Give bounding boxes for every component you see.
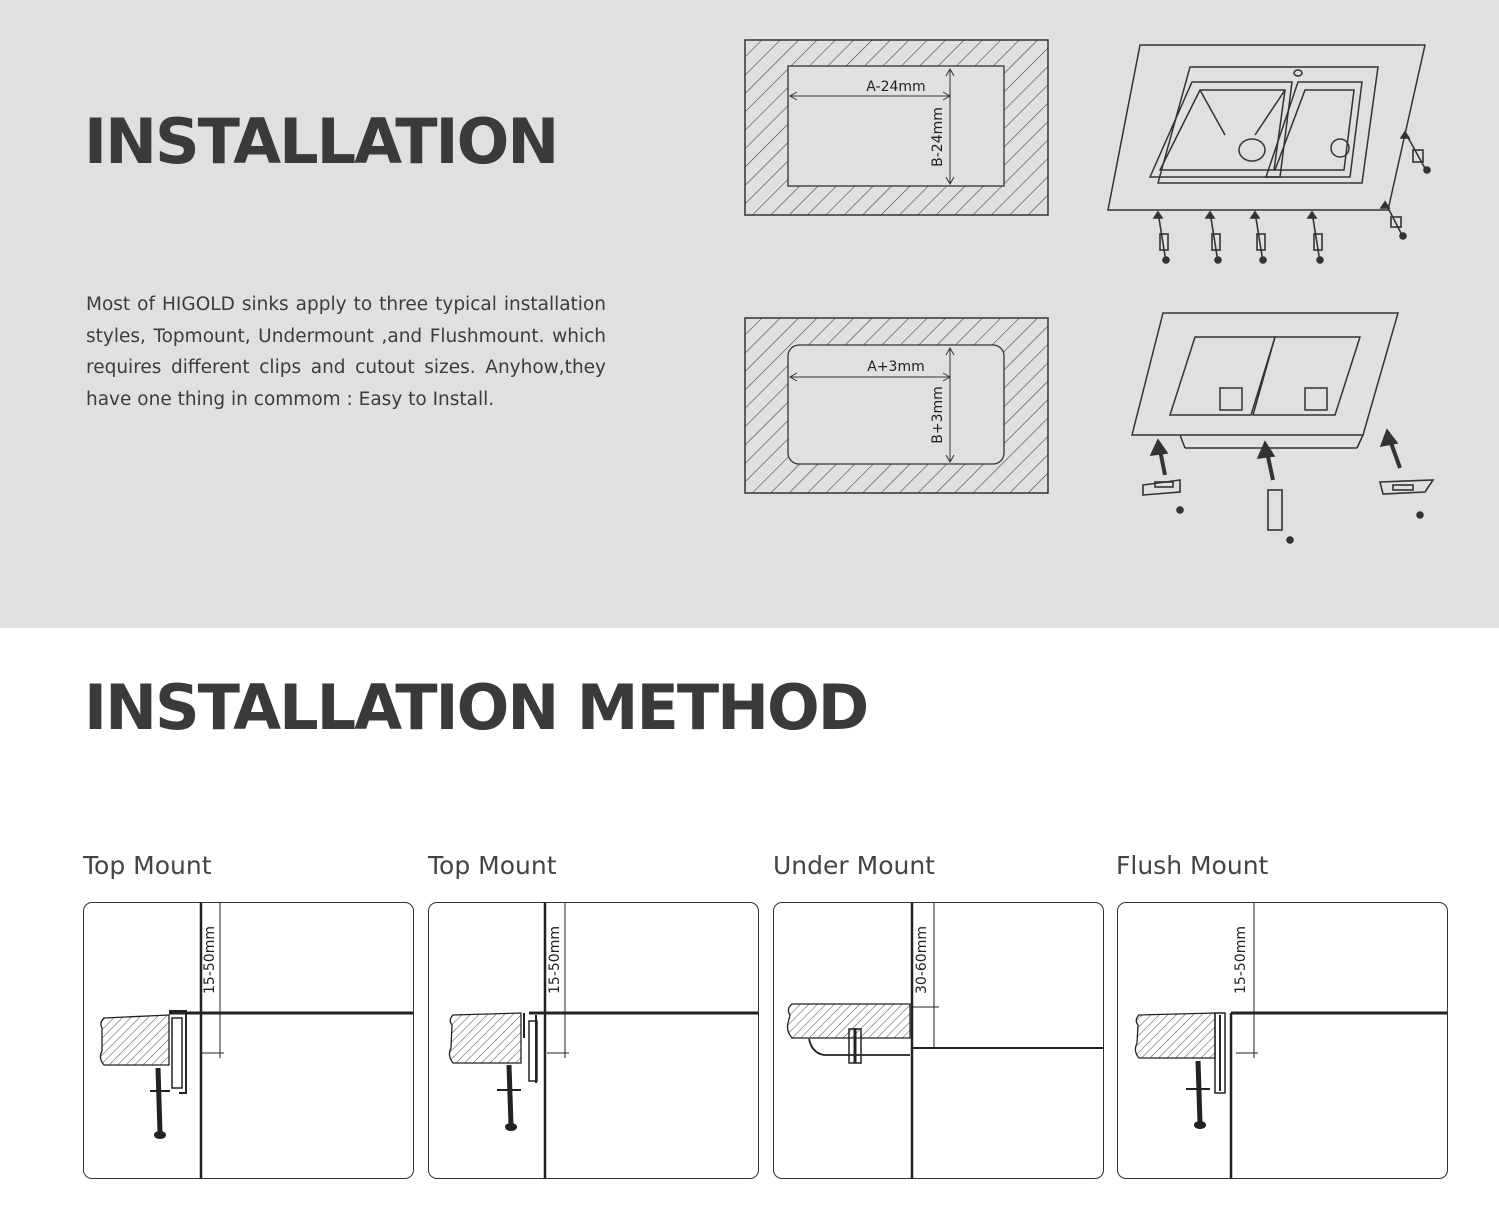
top-mount-diagram-card bbox=[428, 902, 759, 1179]
dimension-label: 30-60mm bbox=[914, 926, 930, 994]
top-mount-label: Top Mount bbox=[428, 851, 557, 880]
cutout-width-label: A+3mm bbox=[867, 359, 925, 375]
dimension-label: 15-50mm bbox=[202, 926, 218, 994]
flush-mount-diagram-card bbox=[1117, 902, 1448, 1179]
under-mount-label: Under Mount bbox=[773, 851, 935, 880]
under-mount-diagram-card bbox=[773, 902, 1104, 1179]
cutout-height-label: B+3mm bbox=[930, 386, 946, 444]
topmount-sink-illustration bbox=[1100, 40, 1445, 280]
installation-description: Most of HIGOLD sinks apply to three typical installation styles, Topmount, Undermount ,and Flushmount. which requires different clips and cutout sizes. Anyhow,they have one thing in commom : Easy to Install. bbox=[86, 294, 606, 411]
cutout-width-label: A-24mm bbox=[866, 79, 926, 95]
topmount-cutout-diagram bbox=[744, 39, 1050, 217]
dimension-label: 15-50mm bbox=[1233, 926, 1249, 994]
flush-mount-label: Flush Mount bbox=[1116, 851, 1269, 880]
top-mount-label: Top Mount bbox=[83, 851, 212, 880]
installation-title: INSTALLATION bbox=[84, 105, 558, 178]
undermount-cutout-diagram bbox=[744, 317, 1050, 495]
installation-method-title: INSTALLATION METHOD bbox=[84, 671, 868, 744]
dimension-label: 15-50mm bbox=[547, 926, 563, 994]
top-mount-diagram-card bbox=[83, 902, 414, 1179]
undermount-sink-illustration bbox=[1125, 310, 1445, 555]
cutout-height-label: B-24mm bbox=[930, 107, 946, 167]
